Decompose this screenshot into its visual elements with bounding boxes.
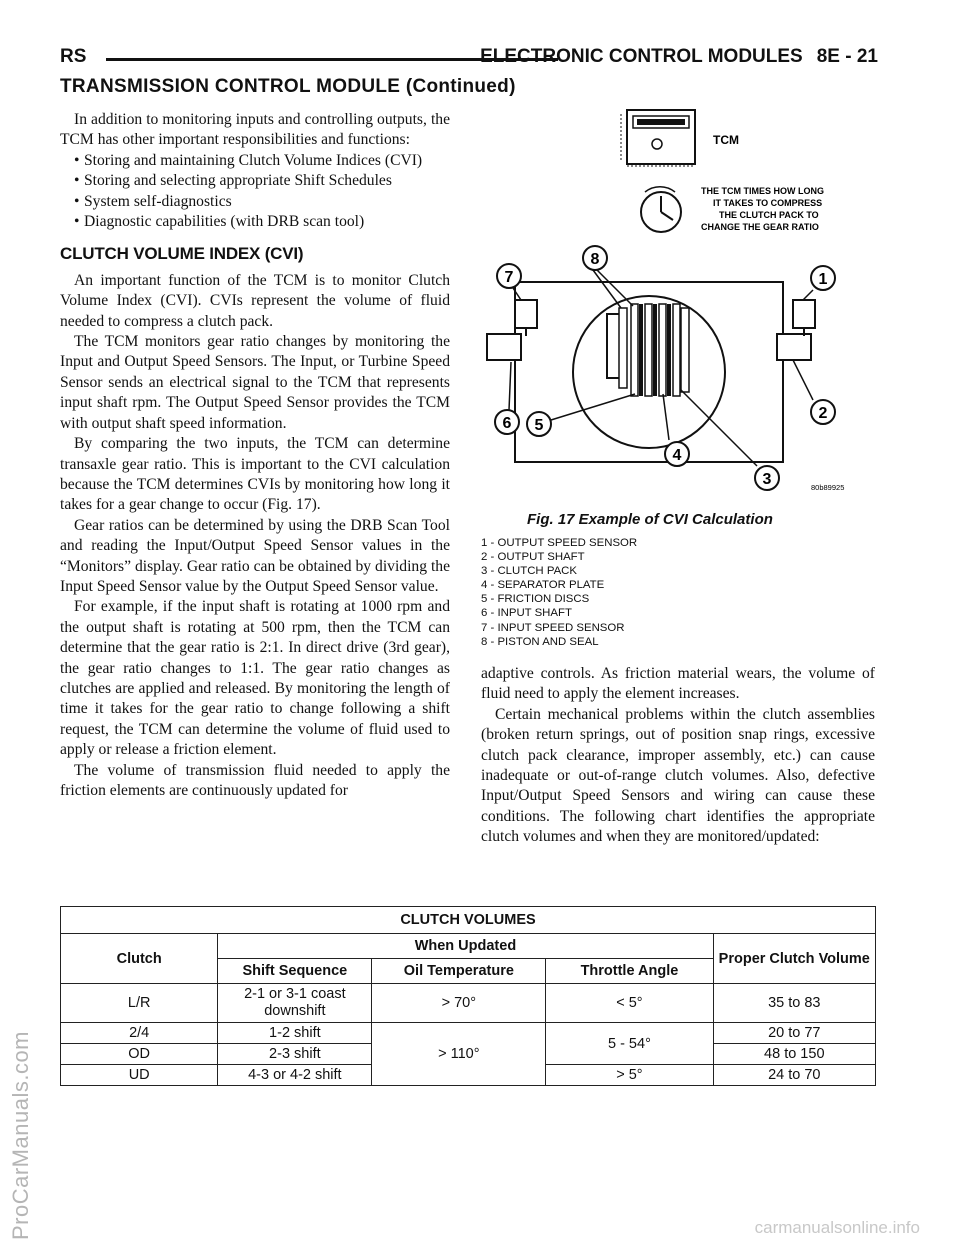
legend-item: 1 - OUTPUT SPEED SENSOR — [481, 537, 638, 549]
cell-clutch: L/R — [61, 984, 218, 1023]
note-line: THE CLUTCH PACK TO — [719, 210, 819, 220]
bullet-item: • Storing and selecting appropriate Shift Schedules — [74, 172, 392, 190]
col-header-clutch: Clutch — [61, 934, 218, 984]
legend-item: 5 - FRICTION DISCS — [481, 593, 590, 606]
left-column — [60, 110, 450, 801]
side-watermark: ProCarManuals.com — [8, 1030, 33, 1240]
cvi-heading: CLUTCH VOLUME INDEX (CVI) — [60, 244, 304, 264]
cell-oil: > 70° — [372, 984, 546, 1023]
right-column — [481, 664, 875, 848]
callout-label: 1 — [818, 271, 828, 288]
cell-clutch: OD — [61, 1044, 218, 1065]
bullet-item: • Diagnostic capabilities (with DRB scan tool) — [74, 213, 365, 231]
body-paragraph: Certain mechanical problems within the clutch assemblies (broken return springs, out of position snap rings, excessive clutch pack clearance, improper assembly, etc.) can cause inadequate or out-of-range clutch volumes. Also, defective Input/Output Speed Sensors and wiring can cause these conditions. The following chart identifies the appropriate clutch volumes and when they are monitored/updated: — [481, 705, 875, 846]
col-header-when-updated: When Updated — [218, 934, 713, 959]
callout-label: 7 — [504, 269, 514, 286]
clutch-volumes-table — [60, 906, 876, 1086]
page-header — [60, 46, 878, 70]
table-title: CLUTCH VOLUMES — [61, 907, 876, 934]
callout-label: 5 — [534, 417, 544, 434]
cell-throttle: > 5° — [546, 1065, 713, 1086]
callout-label: 3 — [762, 471, 772, 488]
output-shaft — [777, 334, 811, 360]
header-left: RS — [60, 46, 87, 67]
page-number: 8E - 21 — [816, 46, 878, 67]
cell-volume: 24 to 70 — [713, 1065, 875, 1086]
callout-label: 8 — [590, 251, 600, 268]
legend-item: 4 - SEPARATOR PLATE — [481, 579, 605, 592]
cell-throttle: < 5° — [546, 984, 713, 1023]
table-row — [61, 1023, 876, 1044]
body-paragraph: The TCM monitors gear ratio changes by monitoring the Input and Output Speed Sensors. The Input, or Turbine Speed Sensor sends an electrical signal to the TCM that represents input shaft rpm. The Output Speed Sensor provides the TCM with output shaft speed information. — [60, 333, 450, 432]
col-header-proper-volume: Proper Clutch Volume — [713, 934, 875, 984]
footer-watermark: carmanualsonline.info — [754, 1218, 920, 1237]
cell-shift: 4-3 or 4-2 shift — [218, 1065, 372, 1086]
cvi-diagram — [481, 104, 881, 506]
clutch-pack — [631, 304, 689, 396]
cell-oil: > 110° — [372, 1023, 546, 1086]
body-paragraph: By comparing the two inputs, the TCM can determine transaxle gear ratio. This is important to the CVI calculation because the TCM determines CVIs by monitoring how long it takes for a gear change to occur (Fig. 17). — [60, 435, 450, 514]
section-title: TRANSMISSION CONTROL MODULE (Continued) — [60, 76, 516, 97]
body-paragraph: An important function of the TCM is to monitor Clutch Volume Index (CVI). CVIs represent the volume of fluid needed to compress a clutch pack. — [60, 271, 450, 330]
cell-volume: 20 to 77 — [713, 1023, 875, 1044]
col-header-throttle: Throttle Angle — [546, 959, 713, 984]
legend-item: 2 - OUTPUT SHAFT — [481, 551, 585, 564]
intro-paragraph: In addition to monitoring inputs and controlling outputs, the TCM has other important responsibilities and functions: — [60, 111, 450, 149]
cell-throttle: 5 - 54° — [546, 1023, 713, 1065]
col-header-oil: Oil Temperature — [372, 959, 546, 984]
tcm-module-icon — [621, 110, 695, 166]
bullet-item: • System self-diagnostics — [74, 192, 232, 210]
figure-caption: Fig. 17 Example of CVI Calculation — [527, 511, 773, 528]
figure-legend — [481, 536, 637, 649]
cell-volume: 35 to 83 — [713, 984, 875, 1023]
table-row — [61, 984, 876, 1023]
col-header-shift: Shift Sequence — [218, 959, 372, 984]
note-line: CHANGE THE GEAR RATIO — [701, 222, 819, 232]
legend-item: 6 - INPUT SHAFT — [481, 607, 572, 620]
bullet-item: • Storing and maintaining Clutch Volume Indices (CVI) — [74, 151, 423, 169]
cell-shift: 1-2 shift — [218, 1023, 372, 1044]
body-paragraph: For example, if the input shaft is rotating at 1000 rpm and the output shaft is rotating at 500 rpm, then the TCM can determine that the gear ratio is 2:1. In direct drive (3rd gear), the gear ratio changes to 1:1. The gear ratio changes as clutches are applied and released. By monitoring the length of time it takes for the gear ratio to change following a shift request, the TCM can determine the volume of fluid used to apply or release a friction element. — [60, 598, 450, 759]
cell-clutch: UD — [61, 1065, 218, 1086]
body-paragraph: Gear ratios can be determined by using the DRB Scan Tool and reading the Input/Output Speed Sensor values in the “Monitors” display. Gear ratio can be obtained by dividing the Input Speed Sensor value by the Output Speed Sensor value. — [60, 516, 450, 595]
legend-item: 8 - PISTON AND SEAL — [481, 635, 599, 648]
clock-icon — [641, 187, 681, 232]
tcm-label: TCM — [713, 133, 739, 147]
input-shaft — [487, 334, 521, 360]
header-right — [480, 46, 878, 68]
cell-shift: 2-3 shift — [218, 1044, 372, 1065]
body-paragraph: The volume of transmission fluid needed to apply the friction elements are continuously updated for — [60, 761, 450, 799]
note-line: IT TAKES TO COMPRESS — [713, 198, 823, 208]
callout-label: 6 — [502, 415, 512, 432]
output-speed-sensor — [793, 300, 815, 336]
body-paragraph: adaptive controls. As friction material wears, the volume of fluid need to apply the element increases. — [481, 665, 875, 703]
cvi-figure — [481, 104, 881, 506]
cell-shift: 2-1 or 3-1 coast downshift — [218, 984, 372, 1023]
legend-item: 7 - INPUT SPEED SENSOR — [481, 621, 625, 634]
cell-volume: 48 to 150 — [713, 1044, 875, 1065]
cell-clutch: 2/4 — [61, 1023, 218, 1044]
figure-code: 80b89925 — [811, 483, 845, 492]
legend-item: 3 - CLUTCH PACK — [481, 565, 577, 578]
callout-label: 2 — [818, 405, 828, 422]
callout-label: 4 — [672, 447, 682, 464]
note-line: THE TCM TIMES HOW LONG — [701, 186, 824, 196]
header-title: ELECTRONIC CONTROL MODULES — [480, 46, 803, 67]
